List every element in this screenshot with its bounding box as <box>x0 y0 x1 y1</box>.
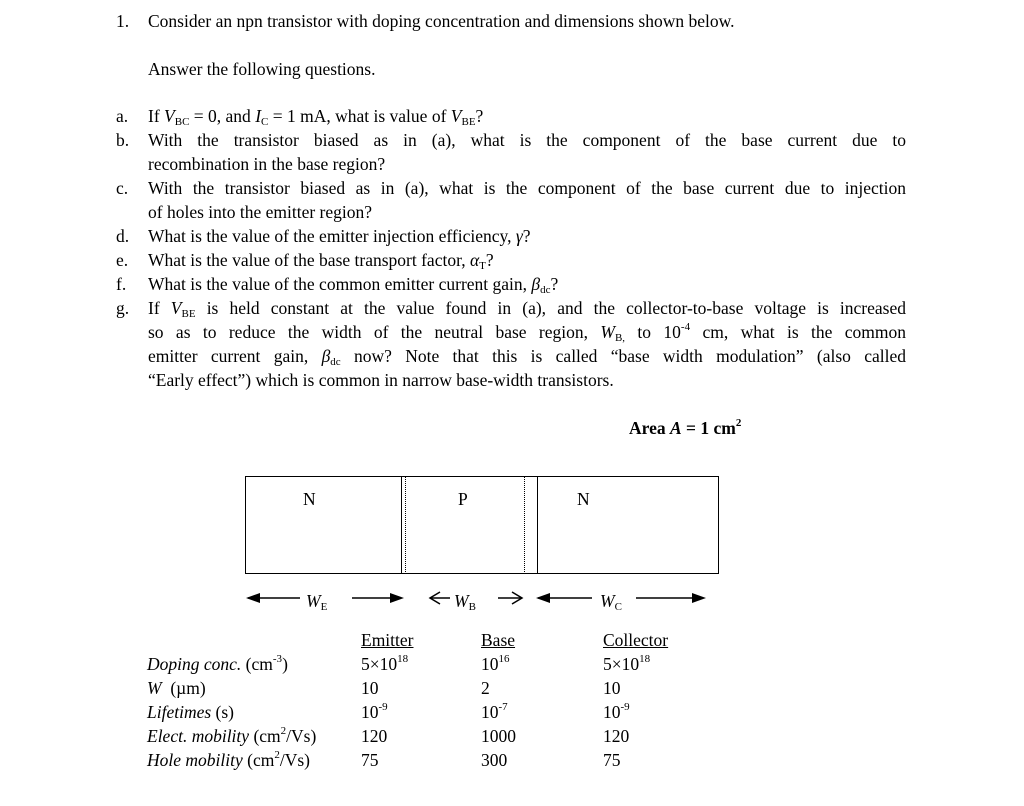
row-label-doping: Doping conc. $(cm^{-3})$ <box>147 653 288 674</box>
question-c-line1: With the transistor biased as in (a), what is the component of the base current due to injection <box>148 178 906 198</box>
hole-mobility-emitter: 75 <box>361 750 379 770</box>
question-g-line3: emitter current gain, $\beta_{dc}$ now? Note that this is called “base width modulation” (also called <box>148 346 906 368</box>
lifetime-emitter: $10^{-9}$ <box>361 701 388 722</box>
question-f-letter: f. <box>116 274 127 294</box>
lifetime-base: $10^{-7}$ <box>481 701 508 722</box>
elect-mobility-base: 1000 <box>481 726 516 746</box>
question-b-line2: recombination in the base region? <box>148 154 386 174</box>
row-label-elect-mobility: Elect. mobility $(cm^2/Vs)$ <box>147 725 317 746</box>
base-collector-depletion-edge <box>524 476 525 574</box>
question-f: What is the value of the common emitter current gain, $\beta_{dc}$? <box>148 274 559 296</box>
base-region-label: P <box>458 489 468 509</box>
doping-emitter: $5\times 10^{18}$ <box>361 653 409 674</box>
doping-collector: $5\times 10^{18}$ <box>603 653 651 674</box>
wc-right-arrowhead <box>692 593 706 603</box>
question-g-line2: so as to reduce the width of the neutral base region, $W_{B,}$ to $10^{-4}$ cm, what is the common <box>148 321 906 344</box>
question-c-letter: c. <box>116 178 129 198</box>
width-collector: 10 <box>603 678 621 698</box>
question-b-letter: b. <box>116 130 130 150</box>
row-label-lifetimes: Lifetimes (s) <box>147 702 235 722</box>
row-label-width: W (µm) <box>147 678 206 698</box>
elect-mobility-collector: 120 <box>603 726 630 746</box>
header-emitter: Emitter <box>361 630 414 650</box>
question-a-letter: a. <box>116 106 129 126</box>
question-d-letter: d. <box>116 226 130 246</box>
hole-mobility-collector: 75 <box>603 750 621 770</box>
hole-mobility-base: 300 <box>481 750 508 770</box>
emitter-region-label: N <box>303 489 316 509</box>
wc-label: $W_C$ <box>600 591 622 613</box>
area-label: Area A = 1 $cm^2$ <box>629 417 742 438</box>
question-c-line2: of holes into the emitter region? <box>148 202 373 222</box>
emitter-base-boundary <box>401 476 402 574</box>
question-g-letter: g. <box>116 298 130 318</box>
question-d: What is the value of the emitter injection efficiency, γ? <box>148 226 531 246</box>
collector-region-label: N <box>577 489 590 509</box>
we-label: $W_E$ <box>306 591 328 613</box>
lifetime-collector: $10^{-9}$ <box>603 701 630 722</box>
row-label-hole-mobility: Hole mobility $(cm^2/Vs)$ <box>147 749 310 770</box>
question-g-line1: If $V_{BE}$ is held constant at the value found in (a), and the collector-to-base voltage is increased <box>148 298 907 320</box>
wb-label: $W_B$ <box>454 591 476 613</box>
question-e-letter: e. <box>116 250 129 270</box>
transistor-body <box>245 476 719 574</box>
width-emitter: 10 <box>361 678 379 698</box>
emitter-base-depletion-edge <box>405 476 406 574</box>
doping-base: $10^{16}$ <box>481 653 510 674</box>
header-base: Base <box>481 630 516 650</box>
question-g-line4: “Early effect”) which is common in narrow base-width transistors. <box>148 370 614 390</box>
question-e: What is the value of the base transport factor, $\alpha_T$? <box>148 250 494 272</box>
problem-number: 1. <box>116 11 130 31</box>
elect-mobility-emitter: 120 <box>361 726 388 746</box>
width-base: 2 <box>481 678 490 698</box>
header-collector: Collector <box>603 630 669 650</box>
problem-instruction: Answer the following questions. <box>148 59 376 79</box>
we-left-arrowhead <box>246 593 260 603</box>
question-b-line1: With the transistor biased as in (a), what is the component of the base current due to <box>148 130 906 150</box>
question-a: If $V_{BC} = 0$, and $I_C = 1$ mA, what is value of $V_{BE}$? <box>148 106 484 128</box>
we-right-arrowhead <box>390 593 404 603</box>
problem-intro: Consider an npn transistor with doping concentration and dimensions shown below. <box>148 11 735 31</box>
base-collector-boundary <box>537 476 538 574</box>
